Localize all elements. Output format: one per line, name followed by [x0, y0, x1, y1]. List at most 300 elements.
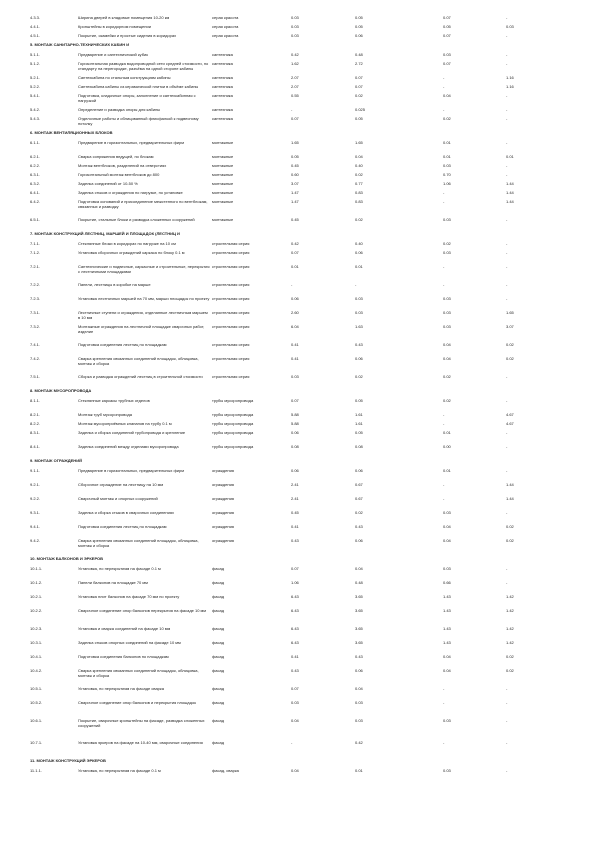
row-code: 8.4.1.	[30, 445, 41, 449]
row-unit: трубы мусоропровода	[212, 413, 254, 417]
row-value-4: -	[506, 769, 508, 773]
section-title: 5. МОНТАЖ САНИТАРНО-ТЕХНИЧЕСКИХ КАБИН И	[30, 42, 130, 47]
row-code: 10.6.1.	[30, 719, 43, 723]
row-value-1: 0.03	[291, 16, 299, 20]
row-value-2: 3.65	[355, 595, 363, 599]
row-value-3: 0.04	[443, 525, 451, 529]
row-value-1: 0.45	[291, 164, 299, 168]
row-value-2: 0.06	[355, 539, 363, 543]
row-value-2: 3.65	[355, 641, 363, 645]
table-row	[30, 701, 575, 719]
row-code: 4.4.1.	[30, 25, 41, 29]
row-description: Панели, лестницы в коробке на марше	[78, 283, 151, 287]
row-code: 6.4.1.	[30, 191, 41, 195]
row-unit: серая красота	[212, 16, 239, 20]
row-value-2: -	[355, 283, 357, 287]
row-value-2: 0.05	[355, 399, 363, 403]
row-value-3: 0.07	[443, 62, 451, 66]
row-value-2: 1.63	[355, 325, 363, 329]
row-value-3: -	[443, 497, 445, 501]
table-row	[30, 62, 575, 76]
row-value-2: 0.08	[355, 445, 363, 449]
row-code: 9.4.2.	[30, 539, 41, 543]
row-value-2: 0.05	[355, 117, 363, 121]
row-description: Горизонтальный монтаж вентблоков до 800	[78, 173, 160, 177]
row-value-3: 0.66	[443, 581, 451, 585]
row-value-3: 0.03	[443, 297, 451, 301]
row-value-3: 0.03	[443, 311, 451, 315]
row-value-1: 6.04	[291, 325, 299, 329]
row-value-4: -	[506, 173, 508, 177]
row-unit: строительная серия	[212, 265, 250, 269]
row-value-1: 1.47	[291, 200, 299, 204]
row-unit: фасад	[212, 719, 225, 723]
row-value-4: -	[506, 375, 508, 379]
row-unit: ограждения	[212, 497, 234, 501]
table-row	[30, 581, 575, 595]
row-value-3: 0.04	[443, 357, 451, 361]
row-value-3: 0.04	[443, 94, 451, 98]
row-value-3: -	[443, 191, 445, 195]
row-value-2: 0.67	[355, 497, 363, 501]
row-value-3: -	[443, 687, 445, 691]
row-description: Стеклянные каркасы трубных отделов	[78, 399, 150, 403]
row-code: 10.1.2.	[30, 581, 43, 585]
row-code: 10.4.2.	[30, 669, 43, 673]
row-value-1: 0.42	[291, 53, 299, 57]
row-code: 5.4.3.	[30, 117, 41, 121]
table-row	[30, 218, 575, 232]
row-value-2: 1.65	[355, 141, 363, 145]
row-description: Сантехкабина кабины из керамической плитки в объёме кабины	[78, 85, 199, 89]
table-row	[30, 242, 575, 251]
row-value-2: 0.43	[355, 525, 363, 529]
row-value-2: 0.43	[355, 343, 363, 347]
row-value-3: -	[443, 741, 445, 745]
row-value-2: 0.67	[355, 483, 363, 487]
row-value-2: 0.77	[355, 182, 363, 186]
table-row	[30, 173, 575, 182]
row-value-4: 1.44	[506, 182, 514, 186]
row-value-1: 0.07	[291, 117, 299, 121]
row-description: Сварка сопряжения ведущей, по блокам	[78, 155, 154, 159]
row-value-2: 0.05	[355, 431, 363, 435]
row-value-4: 1.44	[506, 497, 514, 501]
row-value-1: 0.41	[291, 655, 299, 659]
row-value-3: 0.00	[443, 445, 451, 449]
row-unit: сантехника	[212, 117, 233, 121]
row-value-1: 0.04	[291, 719, 299, 723]
row-description: Сварка крепления связанных соединений площадок, облицовка, монтаж и сборка	[78, 357, 199, 366]
row-value-4: -	[506, 687, 508, 691]
row-value-3: -	[443, 483, 445, 487]
row-value-2: 3.65	[355, 609, 363, 613]
row-value-2: 3.65	[355, 627, 363, 631]
row-value-4: -	[506, 16, 508, 20]
table-row	[30, 117, 575, 131]
row-description: Установка и сварка соединений на фасаде 10 мм	[78, 627, 171, 631]
row-value-3: 0.05	[443, 25, 451, 29]
row-unit: строительная серия	[212, 375, 250, 379]
section-title: 9. МОНТАЖ ОГРАЖДЕНИЙ	[30, 458, 82, 463]
table-row	[30, 769, 575, 783]
row-value-1: 0.01	[291, 265, 299, 269]
row-value-4: 0.02	[506, 525, 514, 529]
table-row	[30, 182, 575, 191]
row-code: 6.1.1.	[30, 141, 41, 145]
row-code: 9.3.1.	[30, 511, 41, 515]
row-description: Подготовка соединения лестниц по площадкам	[78, 525, 167, 529]
row-value-2: 0.02	[355, 375, 363, 379]
row-code: 7.3.1.	[30, 311, 41, 315]
table-row	[30, 687, 575, 701]
row-value-3: 0.03	[443, 251, 451, 255]
row-value-3: 0.07	[443, 16, 451, 20]
row-description: Установка эркеров на фасаде на 10-40 мм, сварочные соединения	[78, 741, 203, 745]
row-value-4: 1.44	[506, 483, 514, 487]
row-description: Сантехкабина по стальным конструкциям кабины	[78, 76, 171, 80]
row-value-3: 0.01	[443, 155, 451, 159]
row-value-2: 0.83	[355, 200, 363, 204]
row-unit: ограждения	[212, 525, 234, 529]
row-description: Покрытие, стальные блоки и разводка сложенных сооружений	[78, 218, 195, 222]
row-description: Покрытие, сварочные кронштейны на фасаде, разводка сложенных сооружений	[78, 719, 205, 728]
row-code: 7.2.3.	[30, 297, 41, 301]
section-title: 11. МОНТАЖ КОНСТРУКЦИЙ ЭРКЕРОВ	[30, 758, 106, 763]
row-value-1: 6.43	[291, 641, 299, 645]
row-value-4: -	[506, 701, 508, 705]
row-value-4: -	[506, 218, 508, 222]
row-value-3: 0.04	[443, 539, 451, 543]
row-unit: трубы мусоропровода	[212, 399, 254, 403]
row-description: Сантехнические и подвесные, каркасные и строительные, перекрытия с лестничными площадками	[78, 265, 210, 274]
row-description: Подготовка соединения лестниц по площадкам	[78, 343, 167, 347]
row-unit: ограждения	[212, 539, 234, 543]
row-value-2: 0.05	[355, 25, 363, 29]
row-value-4: 4.67	[506, 422, 514, 426]
table-row	[30, 25, 575, 34]
row-unit: ограждения	[212, 511, 234, 515]
row-value-3: -	[443, 265, 445, 269]
row-description: Установка плит балконов на фасаде 70 мм по проекту	[78, 595, 180, 599]
row-value-1: 1.47	[291, 191, 299, 195]
row-unit: ограждения	[212, 469, 234, 473]
row-code: 4.3.3.	[30, 16, 41, 20]
row-value-1: 1.65	[291, 141, 299, 145]
row-unit: трубы мусоропровода	[212, 431, 254, 435]
row-value-1: 2.60	[291, 311, 299, 315]
row-value-2: 0.48	[355, 581, 363, 585]
row-description: Установка лестничных маршей на 70 мм, марши площадок по проекту	[78, 297, 210, 301]
row-value-4: -	[506, 62, 508, 66]
row-unit: строительная серия	[212, 242, 250, 246]
table-row	[30, 431, 575, 445]
row-value-1: 5.88	[291, 422, 299, 426]
section-heading	[30, 557, 575, 567]
row-description: Горизонтальная разводка водопроводной сети средней стоимости, по стандарту на перегородке, разъёма на одной стороне кабины	[78, 62, 209, 71]
table-row	[30, 741, 575, 759]
row-value-4: -	[506, 741, 508, 745]
row-value-1: 0.41	[291, 357, 299, 361]
row-value-1: 0.07	[291, 687, 299, 691]
row-value-4: 1.44	[506, 200, 514, 204]
table-row	[30, 94, 575, 108]
row-value-1: 0.03	[291, 701, 299, 705]
row-code: 7.3.2.	[30, 325, 41, 329]
row-description: Подготовка оснований и присоединение межстенного по вентблокам, связанных и разводку	[78, 200, 208, 209]
row-code: 10.5.1.	[30, 687, 43, 691]
table-row	[30, 413, 575, 422]
table-row	[30, 375, 575, 389]
row-value-3: 0.01	[443, 469, 451, 473]
row-description: Определение и разводка опоры для кабины	[78, 108, 161, 112]
table-row	[30, 85, 575, 94]
row-value-2: 0.01	[355, 769, 363, 773]
row-value-1: 0.55	[291, 94, 299, 98]
row-value-1: 0.43	[291, 539, 299, 543]
row-description: Стеклянные блоки в коридорах по нагрузке на 10 см	[78, 242, 176, 246]
row-value-4: -	[506, 53, 508, 57]
row-value-2: 0.02	[355, 173, 363, 177]
row-value-3: 0.03	[443, 769, 451, 773]
row-description: Заделка соединений от 10-50 %	[78, 182, 138, 186]
row-value-1: 6.43	[291, 595, 299, 599]
row-value-1: -	[291, 108, 293, 112]
table-row	[30, 483, 575, 497]
row-unit: сантехника	[212, 53, 233, 57]
row-value-3: 0.02	[443, 399, 451, 403]
row-value-4: -	[506, 431, 508, 435]
row-value-1: 0.41	[291, 343, 299, 347]
row-value-4: -	[506, 34, 508, 38]
row-value-4: -	[506, 108, 508, 112]
row-value-3: 0.07	[443, 34, 451, 38]
row-value-2: 0.43	[355, 655, 363, 659]
table-row	[30, 191, 575, 200]
row-description: Заделка стыков и ограждения по нагрузке, по установке	[78, 191, 183, 195]
row-unit: фасад	[212, 701, 225, 705]
row-unit: строительная серия	[212, 343, 250, 347]
row-value-3: -	[443, 283, 445, 287]
row-unit: строительная серия	[212, 325, 250, 329]
row-unit: серая красота	[212, 34, 239, 38]
row-value-2: 0.01	[355, 265, 363, 269]
section-heading	[30, 131, 575, 141]
row-unit: фасад	[212, 655, 225, 659]
row-description: Сборочное ограждение на лестницу на 10 мм	[78, 483, 164, 487]
section-heading	[30, 759, 575, 769]
row-unit: монтажные	[212, 155, 234, 159]
row-description: Предварение в горизонтальных, предварительных фирм	[78, 141, 184, 145]
row-value-2: 0.06	[355, 34, 363, 38]
table-row	[30, 155, 575, 164]
row-unit: фасад	[212, 641, 225, 645]
section-heading	[30, 232, 575, 242]
table-row	[30, 251, 575, 265]
row-code: 6.2.2.	[30, 164, 41, 168]
section-title: 10. МОНТАЖ БАЛКОНОВ И ЭРКЕРОВ	[30, 556, 104, 561]
row-value-4: 0.02	[506, 669, 514, 673]
row-description: Отделочные работы и облицованный флисфалкой к подвесному потолку	[78, 117, 199, 126]
row-value-3: 1.06	[443, 182, 451, 186]
row-unit: монтажные	[212, 141, 234, 145]
row-value-2: 0.025	[355, 108, 366, 112]
row-unit: сантехника	[212, 76, 233, 80]
row-value-1: 0.03	[291, 25, 299, 29]
table-row	[30, 511, 575, 525]
row-code: 11.1.1.	[30, 769, 42, 773]
row-code: 5.1.2.	[30, 62, 41, 66]
row-value-1: 3.07	[291, 182, 299, 186]
row-unit: строительная серия	[212, 297, 250, 301]
row-value-2: 1.61	[355, 422, 363, 426]
row-value-1: -	[291, 283, 293, 287]
table-row	[30, 200, 575, 218]
row-value-1: 0.45	[291, 218, 299, 222]
row-value-3: 1.43	[443, 595, 451, 599]
row-unit: строительная серия	[212, 251, 250, 255]
row-value-4: 1.44	[506, 191, 514, 195]
table-row	[30, 283, 575, 297]
table-row	[30, 627, 575, 641]
row-value-2: 0.40	[355, 242, 363, 246]
row-value-4: -	[506, 469, 508, 473]
row-code: 10.2.3.	[30, 627, 43, 631]
row-value-2: 0.42	[355, 741, 363, 745]
table-row	[30, 469, 575, 483]
row-value-1: 0.41	[291, 525, 299, 529]
row-value-3: 0.01	[443, 141, 451, 145]
row-unit: строительная серия	[212, 311, 250, 315]
table-row	[30, 525, 575, 539]
row-value-3: 0.03	[443, 218, 451, 222]
row-description: Монтажные ограждения на лестничной площадке сварочных работ, изделие	[78, 325, 205, 334]
row-description: Сварка крепления связанных соединений площадок, облицовка, монтаж и сборка	[78, 669, 199, 678]
row-code: 5.2.1.	[30, 76, 41, 80]
row-value-1: 0.03	[291, 34, 299, 38]
row-value-1: 2.41	[291, 497, 299, 501]
row-unit: монтажные	[212, 164, 234, 168]
row-value-4: 1.16	[506, 85, 514, 89]
section-heading	[30, 459, 575, 469]
table-row	[30, 108, 575, 117]
row-value-2: 0.05	[355, 16, 363, 20]
row-value-3: 0.03	[443, 325, 451, 329]
row-unit: строительная серия	[212, 357, 250, 361]
table-row	[30, 325, 575, 343]
row-value-3: 1.43	[443, 609, 451, 613]
row-unit: фасад	[212, 609, 225, 613]
row-value-3: 0.70	[443, 173, 451, 177]
row-value-1: 2.07	[291, 85, 299, 89]
row-value-2: 0.40	[355, 164, 363, 168]
row-code: 5.4.2.	[30, 108, 41, 112]
norms-table	[30, 16, 575, 783]
row-unit: монтажные	[212, 173, 234, 177]
row-unit: трубы мусоропровода	[212, 445, 254, 449]
row-value-2: 0.07	[355, 76, 363, 80]
row-value-3: 0.03	[443, 511, 451, 515]
row-value-2: 0.83	[355, 191, 363, 195]
row-code: 7.2.2.	[30, 283, 41, 287]
table-row	[30, 655, 575, 669]
row-value-1: 0.60	[291, 173, 299, 177]
row-description: Монтаж мусороприёмных клапанов на трубу 0.1 м	[78, 422, 172, 426]
table-row	[30, 567, 575, 581]
row-description: Предварение в горизонтальных, предварительных фирм	[78, 469, 184, 473]
row-description: Заделка стыков опорных соединений на фасаде 10 мм	[78, 641, 181, 645]
table-row	[30, 357, 575, 375]
row-description: Заделка и сборка стыков в сварочных соединениях	[78, 511, 174, 515]
row-value-3: -	[443, 422, 445, 426]
row-description: Установка, по перекрытиям на фасаде 0.1 м	[78, 769, 161, 773]
row-code: 9.2.1.	[30, 483, 41, 487]
table-row	[30, 669, 575, 687]
row-value-2: 1.61	[355, 413, 363, 417]
row-unit: сантехника	[212, 62, 233, 66]
row-description: Установка сборочных ограждений каркаса по блоку 0.1 м	[78, 251, 185, 255]
row-value-4: 0.03	[506, 25, 514, 29]
row-code: 6.4.2.	[30, 200, 41, 204]
row-code: 7.4.2.	[30, 357, 41, 361]
row-value-3: 0.01	[443, 431, 451, 435]
table-row	[30, 76, 575, 85]
row-value-2: 0.03	[355, 297, 363, 301]
row-unit: фасад	[212, 595, 225, 599]
row-code: 6.3.2.	[30, 182, 41, 186]
row-code: 8.3.1.	[30, 431, 41, 435]
row-value-4: -	[506, 511, 508, 515]
row-unit: монтажные	[212, 200, 234, 204]
row-value-1: 1.06	[291, 581, 299, 585]
row-value-4: 1.42	[506, 627, 514, 631]
row-value-2: 0.03	[355, 311, 363, 315]
row-code: 5.2.2.	[30, 85, 41, 89]
row-value-3: 0.03	[443, 719, 451, 723]
table-row	[30, 164, 575, 173]
row-value-4: 1.42	[506, 641, 514, 645]
row-unit: строительная серия	[212, 283, 250, 287]
row-value-3: -	[443, 200, 445, 204]
row-code: 10.2.1.	[30, 595, 43, 599]
row-description: Кронштейны в коридорном помещении	[78, 25, 151, 29]
row-value-4: 4.67	[506, 413, 514, 417]
row-value-3: 0.02	[443, 375, 451, 379]
row-value-3: -	[443, 76, 445, 80]
row-value-4: -	[506, 283, 508, 287]
row-description: Установка, по перекрытиям на фасаде сварка	[78, 687, 164, 691]
row-value-4: -	[506, 242, 508, 246]
row-code: 10.5.2.	[30, 701, 43, 705]
row-code: 9.1.1.	[30, 469, 41, 473]
row-code: 8.2.2.	[30, 422, 41, 426]
row-value-4: -	[506, 719, 508, 723]
row-value-1: 5.88	[291, 413, 299, 417]
row-unit: фасад	[212, 687, 225, 691]
row-value-1: 0.06	[291, 431, 299, 435]
row-value-1: 0.05	[291, 155, 299, 159]
row-value-4: -	[506, 164, 508, 168]
row-value-4: 0.02	[506, 655, 514, 659]
row-value-2: 0.48	[355, 53, 363, 57]
row-code: 9.4.1.	[30, 525, 41, 529]
table-row	[30, 641, 575, 655]
row-code: 9.2.2.	[30, 497, 41, 501]
row-value-2: 0.02	[355, 218, 363, 222]
row-unit: монтажные	[212, 191, 234, 195]
section-title: 8. МОНТАЖ МУСОРОПРОВОДА	[30, 388, 92, 393]
table-row	[30, 399, 575, 413]
